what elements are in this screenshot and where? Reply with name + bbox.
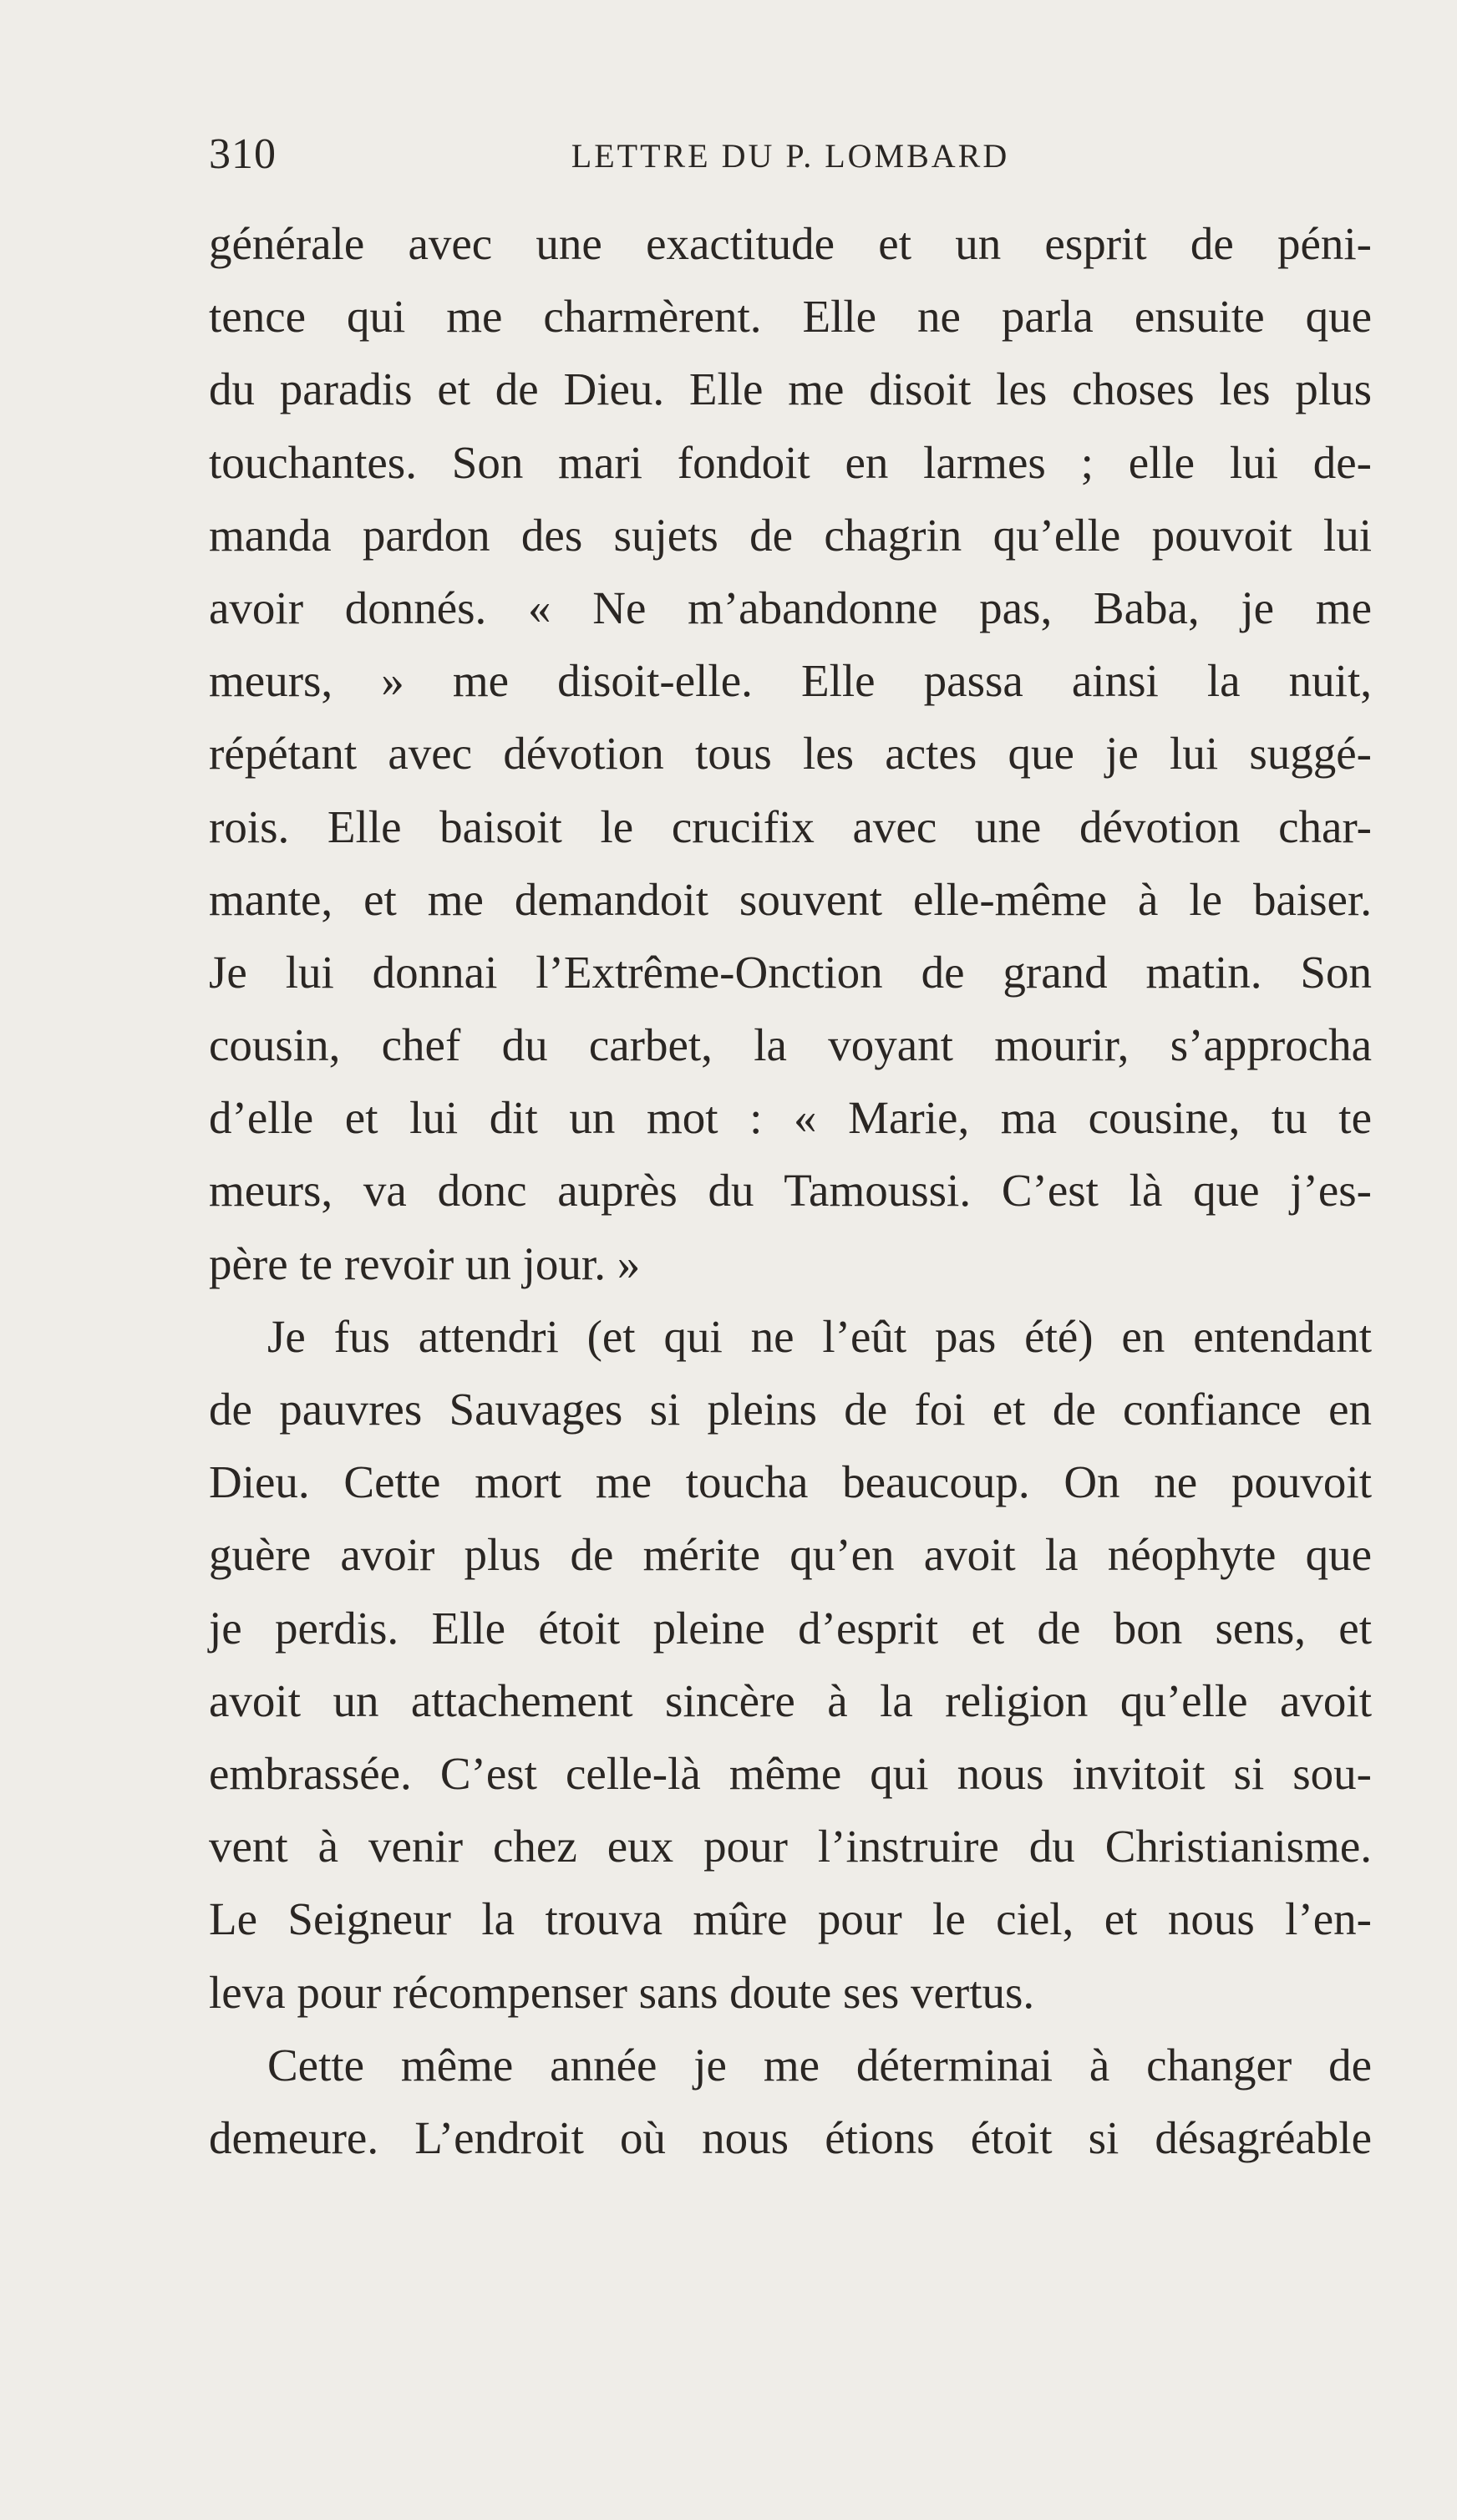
text-line: embrassée. C’est celle-là même qui nous invitoit si sou-: [209, 1747, 1372, 1799]
text-line: d’elle et lui dit un mot : « Marie, ma cousine, tu te: [209, 1092, 1372, 1144]
text-line: touchantes. Son mari fondoit en larmes ; elle lui de-: [209, 436, 1372, 488]
paragraph-end-line: père te revoir un jour. »: [209, 1237, 641, 1289]
text-line: mante, et me demandoit souvent elle-même à le baiser.: [209, 873, 1372, 925]
text-line: vent à venir chez eux pour l’instruire du Christianisme.: [209, 1821, 1372, 1872]
text-line: meurs, » me disoit-elle. Elle passa ainsi la nuit,: [209, 655, 1372, 707]
text-line: tence qui me charmèrent. Elle ne parla ensuite que: [209, 291, 1372, 343]
text-line: meurs, va donc auprès du Tamoussi. C’est là que j’es-: [209, 1165, 1372, 1217]
text-line: Dieu. Cette mort me toucha beaucoup. On ne pouvoit: [209, 1456, 1372, 1508]
paragraph-start-line: Je fus attendri (et qui ne l’eût pas été) en entendant: [267, 1310, 1372, 1362]
text-line: répétant avec dévotion tous les actes que je lui suggé-: [209, 728, 1372, 780]
text-line: générale avec une exactitude et un esprit de péni-: [209, 218, 1372, 269]
text-line: rois. Elle baisoit le crucifix avec une dévotion char-: [209, 800, 1372, 852]
text-line: cousin, chef du carbet, la voyant mourir, s’approcha: [209, 1019, 1372, 1071]
page-number: 310: [209, 130, 277, 178]
paragraph-start-line: Cette même année je me déterminai à changer de: [267, 2039, 1372, 2091]
text-line: demeure. L’endroit où nous étions étoit si désagréable: [209, 2111, 1372, 2163]
text-line: du paradis et de Dieu. Elle me disoit les choses les plus: [209, 363, 1372, 415]
text-line: manda pardon des sujets de chagrin qu’elle pouvoit lui: [209, 509, 1372, 561]
running-head: LETTRE DU P. LOMBARD: [571, 137, 1010, 175]
text-line: je perdis. Elle étoit pleine d’esprit et de bon sens, et: [209, 1602, 1372, 1654]
text-line: de pauvres Sauvages si pleins de foi et de confiance en: [209, 1384, 1372, 1435]
text-line: Le Seigneur la trouva mûre pour le ciel, et nous l’en-: [209, 1893, 1372, 1945]
text-line: guère avoir plus de mérite qu’en avoit la néophyte que: [209, 1529, 1372, 1581]
text-line: Je lui donnai l’Extrême-Onction de grand matin. Son: [209, 946, 1372, 998]
body-text: [209, 207, 1372, 2174]
text-line: avoit un attachement sincère à la religion qu’elle avoit: [209, 1674, 1372, 1726]
page-header: [209, 130, 1372, 180]
paragraph-end-line: leva pour récompenser sans doute ses vertus.: [209, 1966, 1035, 2018]
text-line: avoir donnés. « Ne m’abandonne pas, Baba, je me: [209, 582, 1372, 633]
